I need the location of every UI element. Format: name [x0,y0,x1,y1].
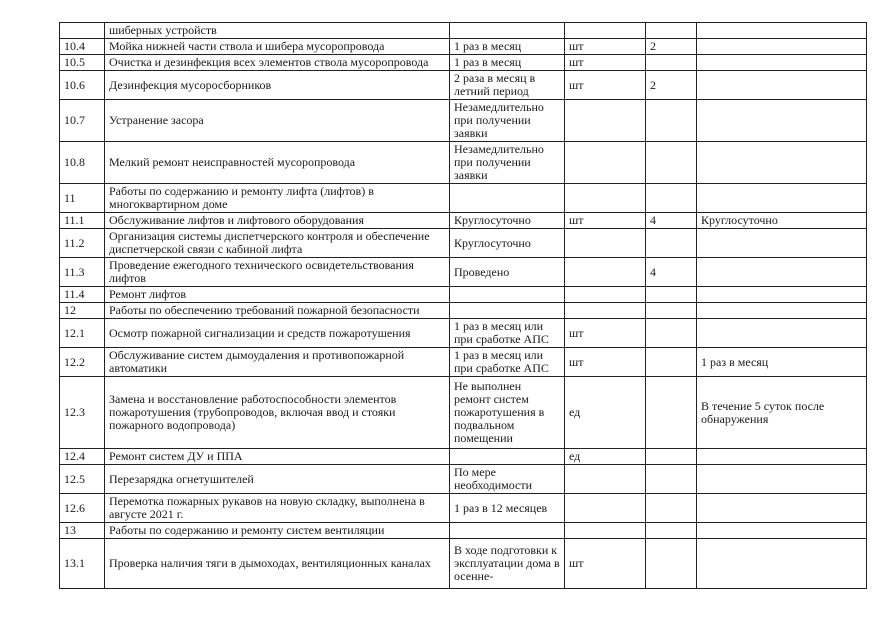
unit-cell: ед [565,449,646,465]
note-cell [697,319,867,348]
table-row [60,213,867,229]
table-row [60,39,867,55]
table-row [60,303,867,319]
unit-cell: ед [565,377,646,449]
note-cell [697,258,867,287]
note-cell [697,539,867,589]
work-name: Очистка и дезинфекция всех элементов ствола мусоропровода [105,55,450,71]
quantity-cell: 2 [646,71,697,100]
quantity-cell [646,494,697,523]
table-row [60,523,867,539]
note-cell [697,71,867,100]
row-number: 10.8 [60,142,105,184]
row-number: 12.3 [60,377,105,449]
row-number: 12.6 [60,494,105,523]
quantity-cell: 2 [646,39,697,55]
work-name: Дезинфекция мусоросборников [105,71,450,100]
work-period [450,23,565,39]
note-cell [697,303,867,319]
work-name: Обслуживание лифтов и лифтового оборудования [105,213,450,229]
work-name: Перезарядка огнетушителей [105,465,450,494]
quantity-cell [646,348,697,377]
work-name: Работы по содержанию и ремонту лифта (лифтов) в многоквартирном доме [105,184,450,213]
work-period: 1 раз в месяц или при сработке АПС [450,348,565,377]
work-period: Проведено [450,258,565,287]
note-cell [697,100,867,142]
table-row [60,229,867,258]
unit-cell: шт [565,71,646,100]
note-cell [697,449,867,465]
work-name: Обслуживание систем дымоудаления и противопожарной автоматики [105,348,450,377]
note-cell: В течение 5 суток после обнаружения [697,377,867,449]
row-number: 10.4 [60,39,105,55]
table-row [60,449,867,465]
work-period [450,449,565,465]
work-period: 2 раза в месяц в летний период [450,71,565,100]
work-name: Проведение ежегодного технического освидетельствования лифтов [105,258,450,287]
table-row [60,184,867,213]
work-name: Устранение засора [105,100,450,142]
table-row [60,258,867,287]
table-row [60,23,867,39]
work-period: Незамедлительно при получении заявки [450,100,565,142]
note-cell [697,142,867,184]
table-row [60,377,867,449]
quantity-cell [646,184,697,213]
quantity-cell [646,523,697,539]
quantity-cell [646,55,697,71]
note-cell [697,287,867,303]
quantity-cell [646,142,697,184]
table-row [60,100,867,142]
table-row [60,465,867,494]
table-row [60,539,867,589]
unit-cell [565,303,646,319]
note-cell [697,494,867,523]
unit-cell: шт [565,539,646,589]
row-number: 10.6 [60,71,105,100]
note-cell [697,523,867,539]
quantity-cell [646,303,697,319]
unit-cell [565,465,646,494]
quantity-cell [646,319,697,348]
work-period: 1 раз в 12 месяцев [450,494,565,523]
unit-cell: шт [565,55,646,71]
quantity-cell [646,100,697,142]
row-number: 12.4 [60,449,105,465]
row-number: 11.1 [60,213,105,229]
row-number: 11 [60,184,105,213]
unit-cell [565,258,646,287]
work-period: 1 раз в месяц [450,39,565,55]
quantity-cell [646,23,697,39]
quantity-cell: 4 [646,213,697,229]
row-number: 11.2 [60,229,105,258]
work-name: Замена и восстановление работоспособности элементов пожаротушения (трубопроводов, включая ввод и стояки пожарного водопровода) [105,377,450,449]
unit-cell [565,100,646,142]
note-cell: 1 раз в месяц [697,348,867,377]
work-period: В ходе подготовки к эксплуатации дома в осенне- [450,539,565,589]
note-cell [697,229,867,258]
row-number: 13.1 [60,539,105,589]
note-cell [697,184,867,213]
row-number: 10.5 [60,55,105,71]
work-name: Работы по обеспечению требований пожарной безопасности [105,303,450,319]
note-cell: Круглосуточно [697,213,867,229]
quantity-cell [646,539,697,589]
work-name: Ремонт лифтов [105,287,450,303]
unit-cell [565,287,646,303]
work-name: Осмотр пожарной сигнализации и средств пожаротушения [105,319,450,348]
work-name: Перемотка пожарных рукавов на новую складку, выполнена в августе 2021 г. [105,494,450,523]
work-period [450,303,565,319]
work-period: Не выполнен ремонт систем пожаротушения в подвальном помещении [450,377,565,449]
table-row [60,494,867,523]
work-period: Круглосуточно [450,213,565,229]
row-number: 13 [60,523,105,539]
work-period [450,287,565,303]
work-name: Проверка наличия тяги в дымоходах, вентиляционных каналах [105,539,450,589]
note-cell [697,39,867,55]
note-cell [697,55,867,71]
work-name: шиберных устройств [105,23,450,39]
row-number: 12 [60,303,105,319]
row-number: 12.2 [60,348,105,377]
row-number: 10.7 [60,100,105,142]
table-row [60,71,867,100]
unit-cell: шт [565,348,646,377]
work-period [450,523,565,539]
work-period: По мере необходимости [450,465,565,494]
work-period [450,184,565,213]
unit-cell [565,184,646,213]
row-number: 12.5 [60,465,105,494]
note-cell [697,465,867,494]
unit-cell [565,229,646,258]
quantity-cell [646,287,697,303]
quantity-cell [646,377,697,449]
work-period: Незамедлительно при получении заявки [450,142,565,184]
unit-cell: шт [565,213,646,229]
quantity-cell [646,465,697,494]
work-name: Ремонт систем ДУ и ППА [105,449,450,465]
table-row [60,287,867,303]
row-number [60,23,105,39]
quantity-cell [646,449,697,465]
works-table-body [60,23,867,589]
row-number: 11.4 [60,287,105,303]
unit-cell [565,523,646,539]
work-name: Организация системы диспетчерского контроля и обеспечение диспетчерской связи с кабиной лифта [105,229,450,258]
works-table [59,22,867,589]
unit-cell [565,23,646,39]
row-number: 12.1 [60,319,105,348]
quantity-cell [646,229,697,258]
table-row [60,142,867,184]
note-cell [697,23,867,39]
table-row [60,55,867,71]
work-name: Мойка нижней части ствола и шибера мусоропровода [105,39,450,55]
table-row [60,348,867,377]
work-period: 1 раз в месяц или при сработке АПС [450,319,565,348]
work-name: Работы по содержанию и ремонту систем вентиляции [105,523,450,539]
row-number: 11.3 [60,258,105,287]
work-period: 1 раз в месяц [450,55,565,71]
unit-cell: шт [565,39,646,55]
table-row [60,319,867,348]
unit-cell [565,494,646,523]
work-name: Мелкий ремонт неисправностей мусоропровода [105,142,450,184]
work-period: Круглосуточно [450,229,565,258]
unit-cell [565,142,646,184]
quantity-cell: 4 [646,258,697,287]
unit-cell: шт [565,319,646,348]
